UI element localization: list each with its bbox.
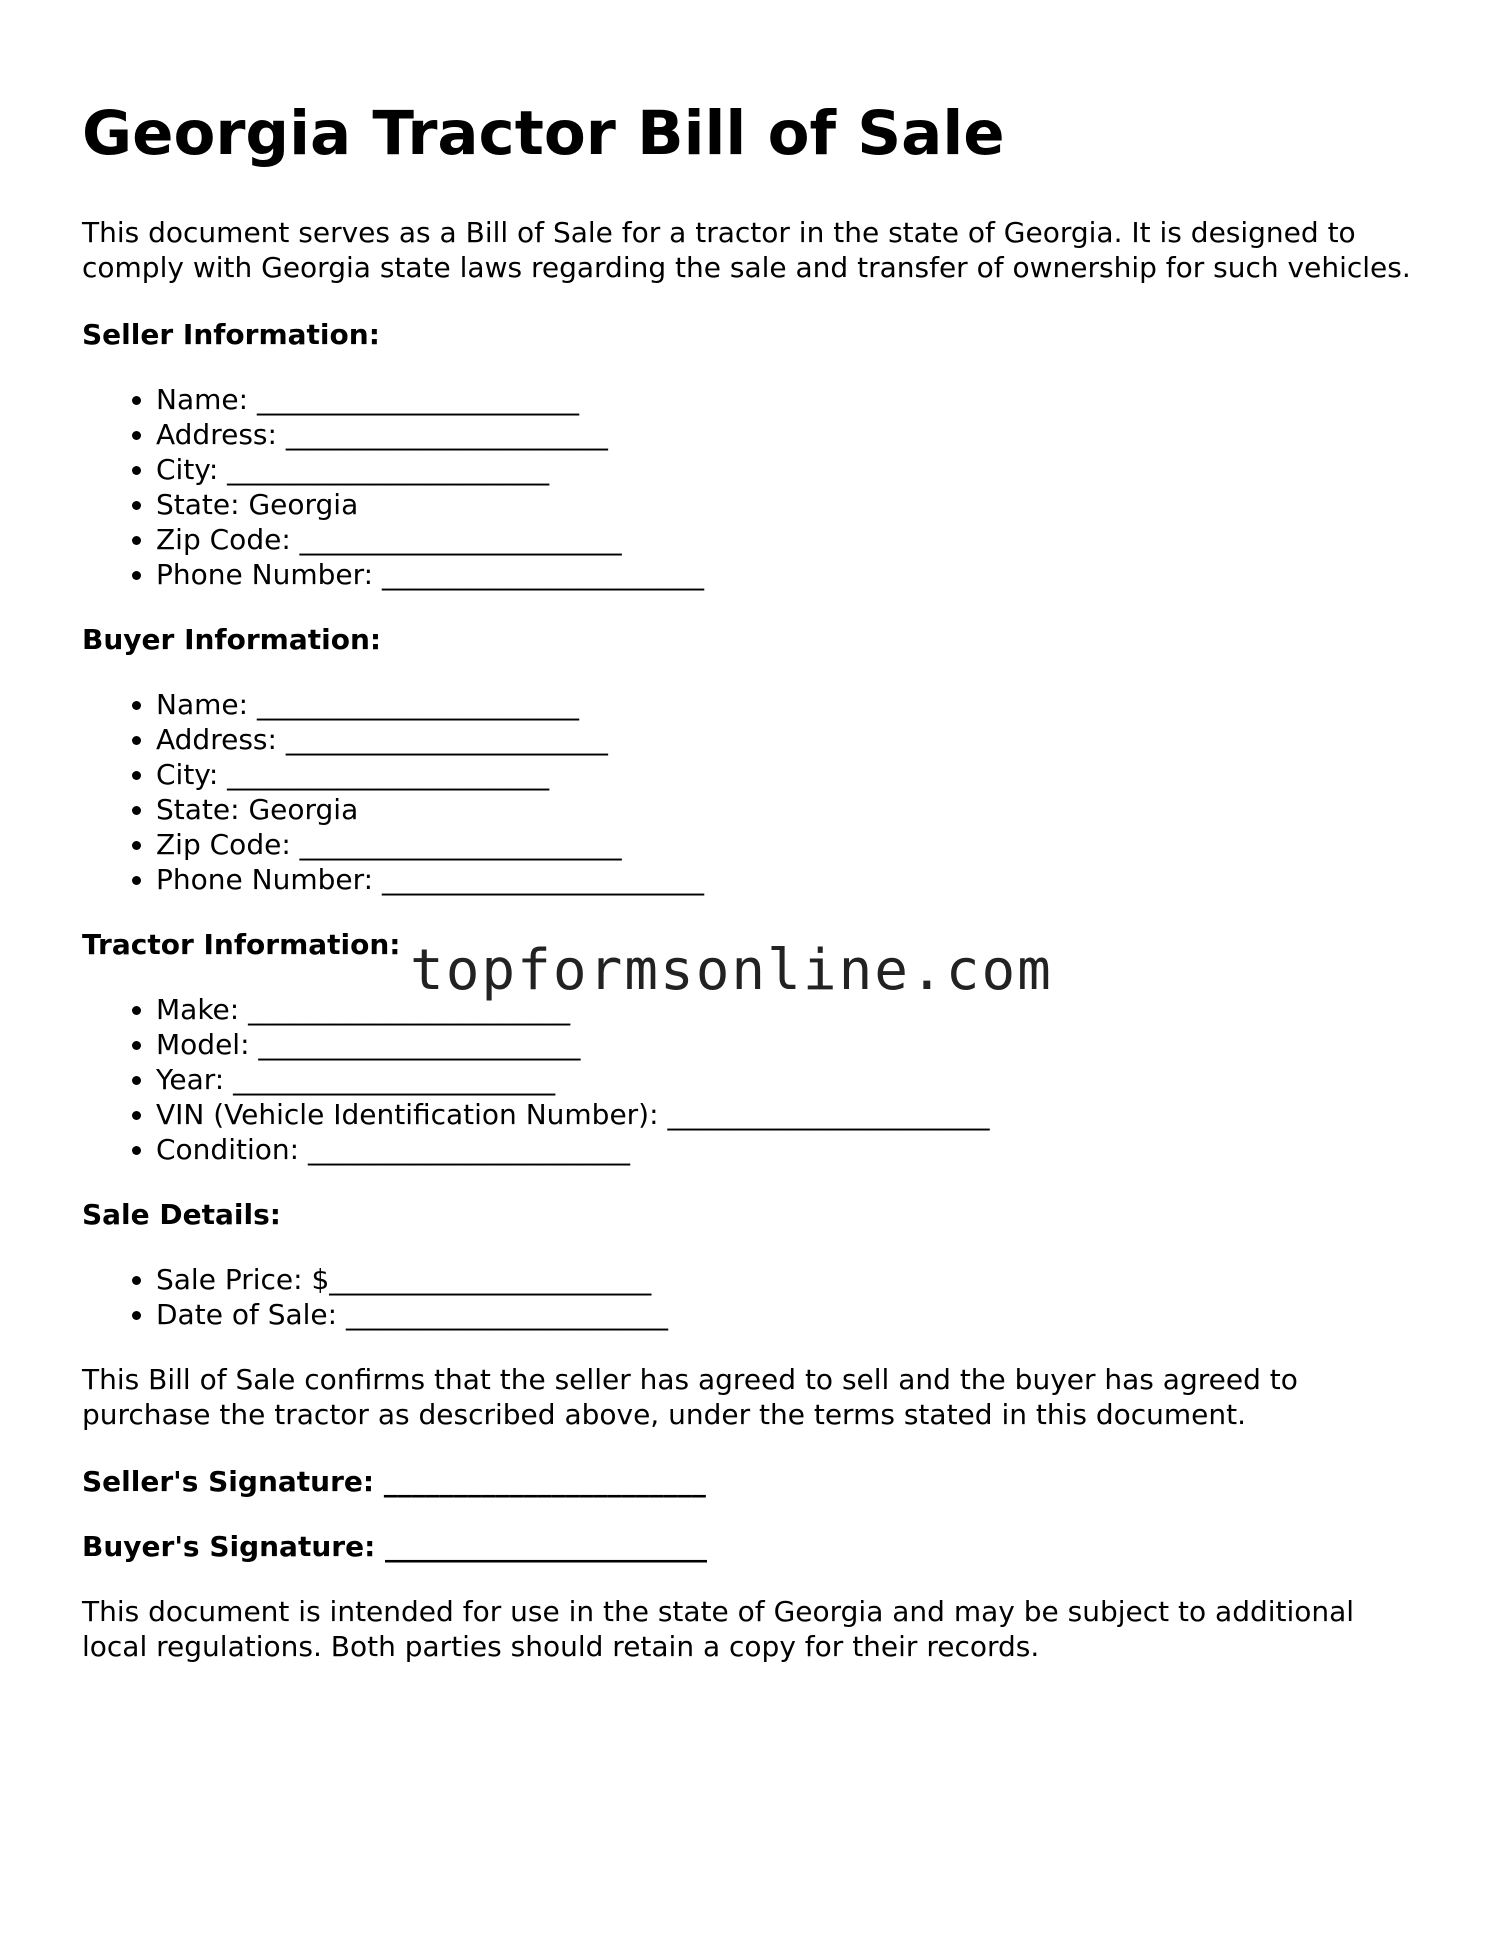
sale-list — [82, 1262, 1422, 1332]
seller-heading: Seller Information: — [82, 318, 380, 352]
buyer-list — [82, 687, 1422, 897]
sale-price-field: • Sale Price: $_______________________ — [156, 1262, 1422, 1297]
buyer-zip-field: • Zip Code: _______________________ — [156, 827, 1422, 862]
buyer-heading: Buyer Information: — [82, 623, 382, 657]
closing-paragraph: This document is intended for use in the state of Georgia and may be subject to additional local regulations. Both parties should retain a copy for their records. — [82, 1595, 1355, 1664]
seller-name-field: • Name: _______________________ — [156, 382, 1422, 417]
seller-phone-field: • Phone Number: _______________________ — [156, 557, 1422, 592]
intro-paragraph: This document serves as a Bill of Sale for a tractor in the state of Georgia. It is designed to comply with Georgia state laws regarding the sale and transfer of ownership for such vehicles. — [82, 216, 1411, 285]
seller-signature-line: Seller's Signature: _______________________ — [82, 1465, 706, 1499]
tractor-condition-field: • Condition: _______________________ — [156, 1132, 1422, 1167]
buyer-state-field: • State: Georgia — [156, 792, 1422, 827]
tractor-make-field: • Make: _______________________ — [156, 992, 1422, 1027]
tractor-list — [82, 992, 1422, 1167]
tractor-vin-field: • VIN (Vehicle Identification Number): _______________________ — [156, 1097, 1422, 1132]
seller-list — [82, 382, 1422, 592]
document-page — [82, 100, 1422, 1696]
sale-date-field: • Date of Sale: _______________________ — [156, 1297, 1422, 1332]
seller-zip-field: • Zip Code: _______________________ — [156, 522, 1422, 557]
buyer-name-field: • Name: _______________________ — [156, 687, 1422, 722]
buyer-city-field: • City: _______________________ — [156, 757, 1422, 792]
watermark-text: topformsonline.com — [410, 938, 1053, 1003]
sale-heading: Sale Details: — [82, 1198, 281, 1232]
seller-address-field: • Address: _______________________ — [156, 417, 1422, 452]
buyer-address-field: • Address: _______________________ — [156, 722, 1422, 757]
buyer-phone-field: • Phone Number: _______________________ — [156, 862, 1422, 897]
seller-state-field: • State: Georgia — [156, 487, 1422, 522]
confirmation-paragraph: This Bill of Sale confirms that the seller has agreed to sell and the buyer has agreed to purchase the tractor as described above, under the terms stated in this document. — [82, 1363, 1298, 1432]
seller-city-field: • City: _______________________ — [156, 452, 1422, 487]
document-title: Georgia Tractor Bill of Sale — [82, 98, 1005, 169]
buyer-signature-line: Buyer's Signature: _______________________ — [82, 1530, 708, 1564]
tractor-heading: Tractor Information: — [82, 928, 401, 962]
tractor-year-field: • Year: _______________________ — [156, 1062, 1422, 1097]
tractor-model-field: • Model: _______________________ — [156, 1027, 1422, 1062]
